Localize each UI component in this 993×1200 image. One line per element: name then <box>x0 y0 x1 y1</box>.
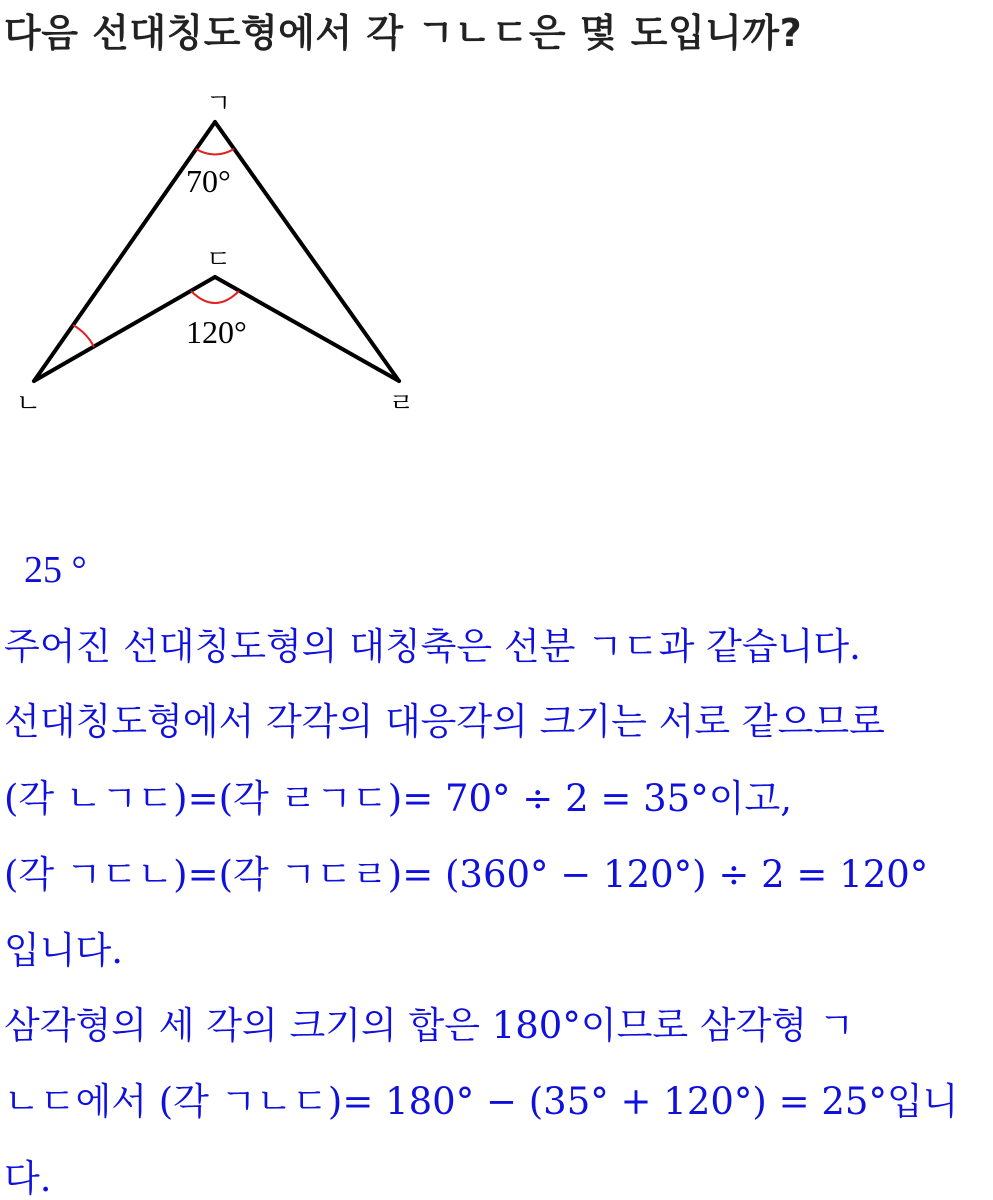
inner-angle-label: 120° <box>186 314 247 350</box>
left-angle-arc <box>73 325 94 347</box>
solution-line-7: ㄴㄷ에서 (각 ㄱㄴㄷ)= 180° − (35° + 120°) = 25°입니 <box>4 1080 959 1123</box>
vertex-label-right: ㄹ <box>389 389 415 419</box>
inner-angle-arc <box>191 291 239 303</box>
top-angle-label: 70° <box>186 163 231 199</box>
solution-line-3: (각 ㄴㄱㄷ)=(각 ㄹㄱㄷ)= 70° ÷ 2 = 35°이고, <box>4 777 792 820</box>
vertex-label-top: ㄱ <box>206 89 232 119</box>
solution-line-2: 선대칭도형에서 각각의 대응각의 크기는 서로 같으므로 <box>4 700 885 743</box>
solution-line-5: 입니다. <box>4 929 123 972</box>
symmetric-figure-diagram <box>0 80 440 430</box>
vertex-label-inner: ㄷ <box>206 245 232 275</box>
solution-line-6: 삼각형의 세 각의 크기의 합은 180°이므로 삼각형 ㄱ <box>4 1004 855 1047</box>
solution-line-8: 다. <box>4 1157 52 1200</box>
top-angle-arc <box>196 149 234 155</box>
solution-line-4: (각 ㄱㄷㄴ)=(각 ㄱㄷㄹ)= (360° − 120°) ÷ 2 = 120° <box>4 853 929 896</box>
answer-text: 25 ° <box>24 549 87 591</box>
question-text: 다음 선대칭도형에서 각 ㄱㄴㄷ은 몇 도입니까? <box>4 11 803 55</box>
solution-line-1: 주어진 선대칭도형의 대칭축은 선분 ㄱㄷ과 같습니다. <box>4 625 861 668</box>
vertex-label-left: ㄴ <box>16 389 42 419</box>
